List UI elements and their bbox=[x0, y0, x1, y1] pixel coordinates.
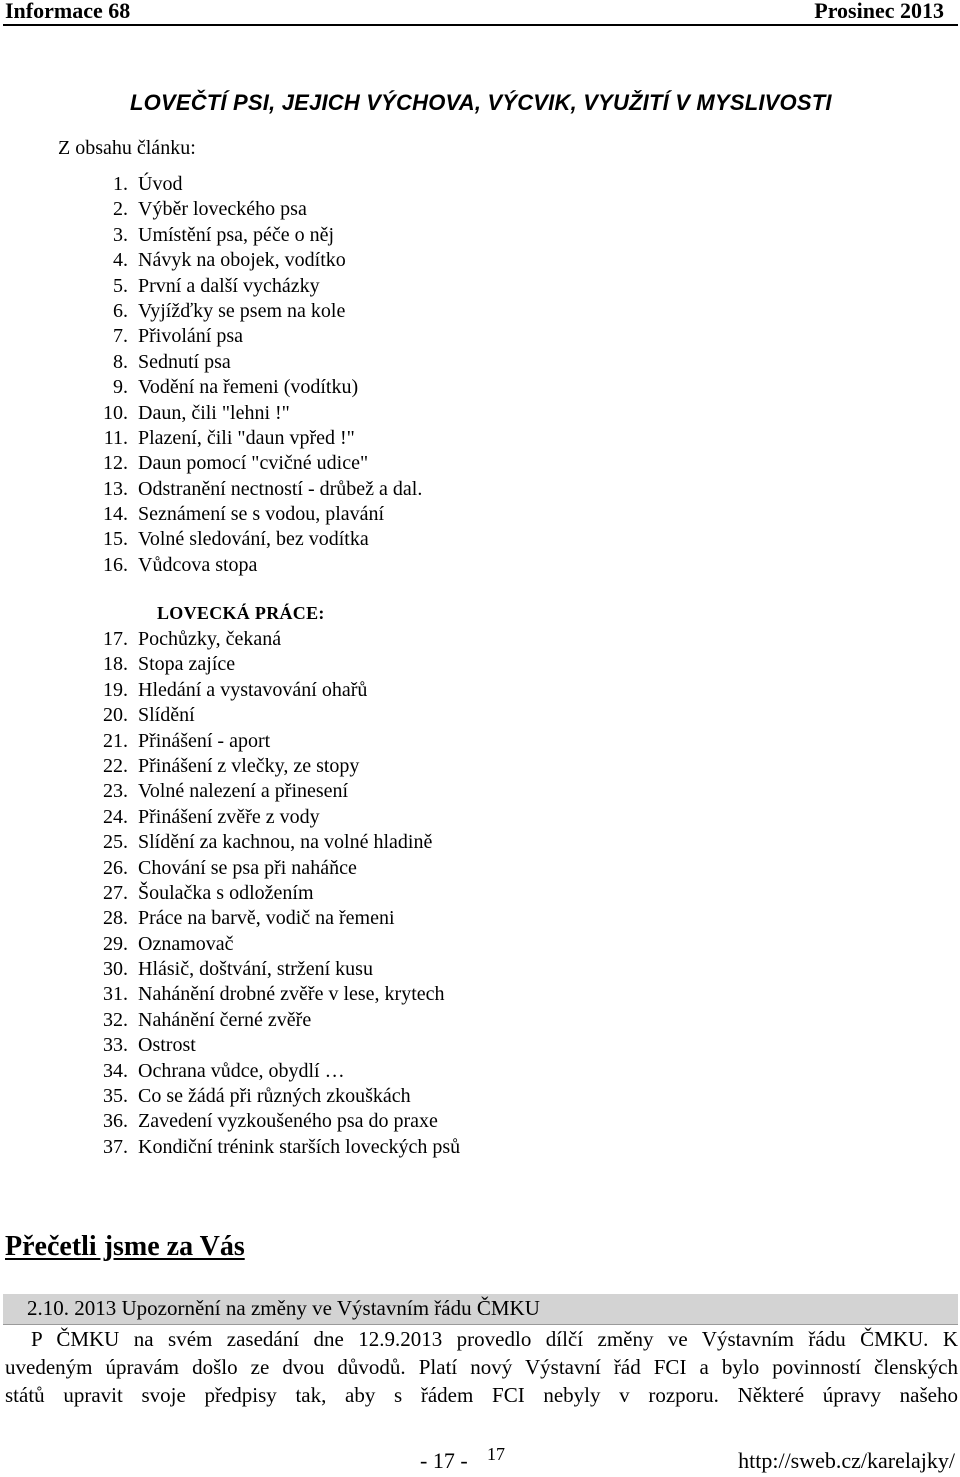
toc-item-number: 26. bbox=[103, 856, 128, 879]
toc-item-label: Volné sledování, bez vodítka bbox=[138, 528, 369, 551]
toc-item bbox=[90, 830, 460, 855]
news-title: 2.10. 2013 Upozornění na změny ve Výstavním řádu ČMKU bbox=[27, 1296, 540, 1320]
toc-item-number: 15. bbox=[103, 528, 128, 551]
toc-item bbox=[90, 703, 460, 728]
toc-item bbox=[90, 1084, 460, 1109]
toc-item-label: Kondiční trénink starších loveckých psů bbox=[138, 1135, 461, 1158]
toc-item bbox=[90, 957, 460, 982]
toc-item-label: Stopa zajíce bbox=[138, 653, 236, 676]
toc-item bbox=[90, 932, 460, 957]
toc-item bbox=[90, 527, 422, 552]
toc-item-label: Zavedení vyzkoušeného psa do praxe bbox=[138, 1110, 438, 1133]
toc-item-number: 11. bbox=[103, 426, 128, 449]
toc-item bbox=[90, 1109, 460, 1134]
toc-item bbox=[90, 856, 460, 881]
toc-item-number: 14. bbox=[103, 503, 128, 526]
toc-item-label: Seznámení se s vodou, plavání bbox=[138, 503, 385, 526]
toc-item-number: 7. bbox=[113, 325, 128, 348]
toc-item bbox=[90, 1033, 460, 1058]
toc-item bbox=[90, 299, 422, 324]
toc-item-number: 22. bbox=[103, 754, 128, 777]
toc-item-label: Co se žádá při různých zkouškách bbox=[138, 1085, 411, 1108]
toc-item-label: Ochrana vůdce, obydlí … bbox=[138, 1059, 345, 1082]
page-number: - 17 - bbox=[420, 1448, 468, 1473]
toc-list-hunting-work bbox=[90, 627, 460, 1160]
toc-item bbox=[90, 1135, 460, 1160]
toc-item bbox=[90, 172, 422, 197]
toc-item bbox=[90, 553, 422, 578]
toc-item bbox=[90, 223, 422, 248]
toc-item bbox=[90, 779, 460, 804]
newsletter-issue: Informace 68 bbox=[5, 0, 131, 23]
toc-item-label: Vyjížďky se psem na kole bbox=[138, 299, 346, 322]
toc-item-label: Nahánění drobné zvěře v lese, krytech bbox=[138, 983, 445, 1006]
news-body-line: států upravit svoje předpisy tak, aby s řádem FCI nebyly v rozporu. Některé úpravy našeho bbox=[5, 1383, 958, 1407]
toc-item-label: Návyk na obojek, vodítko bbox=[138, 249, 346, 272]
toc-item-number: 32. bbox=[103, 1008, 128, 1031]
toc-item-number: 24. bbox=[103, 805, 128, 828]
toc-item bbox=[90, 1008, 460, 1033]
toc-item-number: 10. bbox=[103, 401, 128, 424]
toc-item-number: 4. bbox=[113, 249, 128, 272]
toc-item-number: 29. bbox=[103, 932, 128, 955]
page-header bbox=[0, 0, 960, 22]
toc-item bbox=[90, 627, 460, 652]
toc-item-label: Ostrost bbox=[138, 1034, 196, 1057]
toc-item bbox=[90, 375, 422, 400]
toc-item-label: Vodění na řemeni (vodítku) bbox=[138, 376, 359, 399]
toc-item bbox=[90, 426, 422, 451]
toc-item-number: 33. bbox=[103, 1034, 128, 1057]
toc-item-number: 17. bbox=[103, 628, 128, 650]
toc-item-number: 31. bbox=[103, 983, 128, 1006]
toc-item bbox=[90, 729, 460, 754]
toc-item-label: Daun pomocí "cvičné udice" bbox=[138, 452, 369, 475]
toc-item bbox=[90, 754, 460, 779]
toc-item-number: 21. bbox=[103, 729, 128, 752]
toc-item-label: První a další vycházky bbox=[138, 274, 320, 297]
toc-item bbox=[90, 350, 422, 375]
toc-item bbox=[90, 678, 460, 703]
toc-list bbox=[90, 172, 422, 578]
toc-item bbox=[90, 652, 460, 677]
toc-item bbox=[90, 197, 422, 222]
toc-item-number: 23. bbox=[103, 780, 128, 803]
toc-item-label: Plazení, čili "daun vpřed !" bbox=[138, 426, 355, 449]
toc-item-number: 20. bbox=[103, 704, 128, 727]
toc-heading: Z obsahu článku: bbox=[58, 137, 196, 159]
toc-item-label: Výběr loveckého psa bbox=[138, 198, 307, 221]
toc-item-number: 13. bbox=[103, 477, 128, 500]
toc-item bbox=[90, 502, 422, 527]
toc-item-number: 16. bbox=[103, 553, 128, 576]
toc-item-label: Sednutí psa bbox=[138, 350, 231, 373]
toc-item-label: Hledání a vystavování ohařů bbox=[138, 678, 368, 701]
toc-item-label: Slídění za kachnou, na volné hladině bbox=[138, 831, 433, 854]
article-title: LOVEČTÍ PSI, JEJICH VÝCHOVA, VÝCVIK, VYUŽITÍ V MYSLIVOSTI bbox=[130, 90, 832, 115]
page-number-small: 17 bbox=[487, 1444, 505, 1464]
toc-item-number: 35. bbox=[103, 1085, 128, 1108]
toc-item-label: Oznamovač bbox=[138, 932, 234, 955]
toc-item-label: Práce na barvě, vodič na řemeni bbox=[138, 907, 395, 930]
toc-item bbox=[90, 982, 460, 1007]
toc-item-number: 12. bbox=[103, 452, 128, 475]
toc-item-label: Přinášení z vlečky, ze stopy bbox=[138, 754, 360, 777]
toc-item bbox=[90, 477, 422, 502]
toc-item bbox=[90, 248, 422, 273]
toc-item bbox=[90, 805, 460, 830]
toc-item-number: 1. bbox=[113, 173, 128, 195]
toc-item-number: 25. bbox=[103, 831, 128, 854]
toc-item-label: Chování se psa při naháňce bbox=[138, 856, 357, 879]
section-heading: Přečetli jsme za Vás bbox=[5, 1231, 245, 1262]
toc-item bbox=[90, 906, 460, 931]
toc-item-label: Pochůzky, čekaná bbox=[138, 628, 282, 650]
toc-item-label: Přinášení - aport bbox=[138, 729, 271, 752]
toc-item-label: Slídění bbox=[138, 704, 195, 727]
toc-item-label: Nahánění černé zvěře bbox=[138, 1008, 312, 1031]
toc-item-label: Vůdcova stopa bbox=[138, 553, 258, 576]
toc-item bbox=[90, 401, 422, 426]
toc-item-number: 5. bbox=[113, 274, 128, 297]
toc-item-number: 28. bbox=[103, 907, 128, 930]
section-label: LOVECKÁ PRÁCE: bbox=[157, 603, 325, 623]
issue-date: Prosinec 2013 bbox=[814, 0, 944, 23]
toc-item bbox=[90, 324, 422, 349]
toc-item-number: 3. bbox=[113, 223, 128, 246]
toc-item-label: Přinášení zvěře z vody bbox=[138, 805, 320, 828]
header-divider bbox=[3, 24, 958, 26]
toc-item-label: Šoulačka s odložením bbox=[138, 881, 314, 904]
toc-item-label: Volné nalezení a přinesení bbox=[138, 780, 349, 803]
toc-item-number: 2. bbox=[113, 198, 128, 221]
toc-item-number: 8. bbox=[113, 350, 128, 373]
news-body-line: uvedeným úpravám došlo ze dvou důvodů. Platí nový Výstavní řád FCI a bylo povinností členských bbox=[5, 1355, 958, 1379]
toc-item-number: 37. bbox=[103, 1135, 128, 1158]
toc-item-number: 9. bbox=[113, 376, 128, 399]
toc-item bbox=[90, 451, 422, 476]
toc-item-label: Hlásič, doštvání, stržení kusu bbox=[138, 958, 373, 981]
toc-item-number: 19. bbox=[103, 678, 128, 701]
footer-url-link[interactable]: http://sweb.cz/karelajky/ bbox=[738, 1448, 955, 1473]
toc-item-label: Úvod bbox=[138, 173, 183, 195]
toc-item-number: 34. bbox=[103, 1059, 128, 1082]
toc-item bbox=[90, 274, 422, 299]
toc-item-number: 36. bbox=[103, 1110, 128, 1133]
toc-item-number: 18. bbox=[103, 653, 128, 676]
toc-item-number: 6. bbox=[113, 299, 128, 322]
toc-item-number: 30. bbox=[103, 958, 128, 981]
toc-item-label: Umístění psa, péče o něj bbox=[138, 223, 335, 246]
news-body-line: P ČMKU na svém zasedání dne 12.9.2013 provedlo dílčí změny ve Výstavním řádu ČMKU. K bbox=[31, 1327, 958, 1351]
toc-item bbox=[90, 881, 460, 906]
toc-item-label: Odstranění nectností - drůbež a dal. bbox=[138, 477, 423, 500]
toc-item-label: Daun, čili "lehni !" bbox=[138, 401, 290, 424]
toc-item-label: Přivolání psa bbox=[138, 325, 243, 348]
toc-item bbox=[90, 1059, 460, 1084]
toc-item-number: 27. bbox=[103, 881, 128, 904]
news-body bbox=[5, 1325, 958, 1409]
